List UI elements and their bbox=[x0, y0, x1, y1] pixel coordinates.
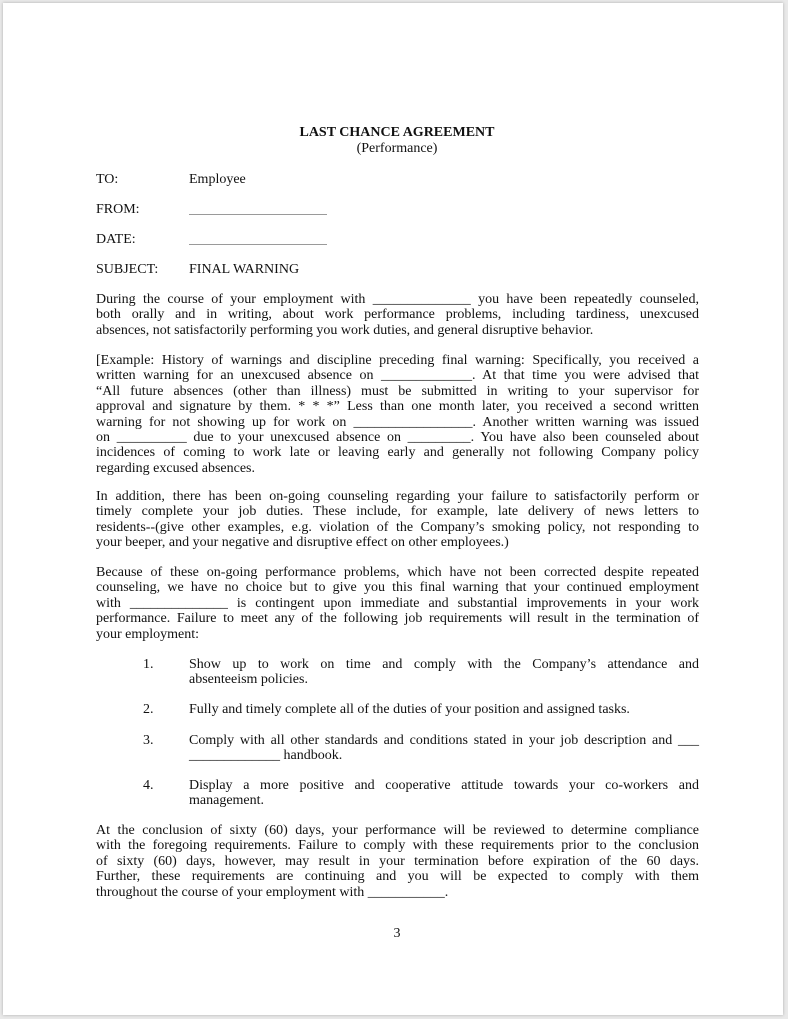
requirement-number: 3. bbox=[143, 733, 154, 748]
document-page bbox=[3, 3, 783, 1015]
text-line: At the conclusion of sixty (60) days, your performance will be reviewed to determine compliance bbox=[96, 823, 699, 838]
paragraph-final-warning bbox=[96, 565, 699, 642]
text-line: _____________ handbook. bbox=[189, 748, 343, 764]
text-line: with ______________ is contingent upon immediate and substantial improvements in your work bbox=[96, 595, 699, 611]
text-line: absences, not satisfactorily performing you work duties, and general disruptive behavior. bbox=[96, 322, 594, 338]
document-subtitle: (Performance) bbox=[356, 141, 438, 156]
paragraph-closing bbox=[96, 823, 699, 900]
from-blank-line bbox=[189, 214, 327, 215]
text-line: counseling, we have no choice but to give you this final warning that your continued employment bbox=[96, 580, 699, 596]
text-line: Show up to work on time and comply with the Company’s attendance and bbox=[189, 657, 699, 672]
paragraph-example-history bbox=[96, 353, 699, 476]
subject-value: FINAL WARNING bbox=[189, 262, 300, 277]
page-number: 3 bbox=[393, 926, 401, 941]
requirement-item bbox=[189, 702, 699, 717]
text-line: throughout the course of your employment with ___________. bbox=[96, 884, 449, 900]
requirement-item bbox=[189, 657, 699, 688]
text-line: written warning for an unexcused absence on _____________. At that time you were advised that bbox=[96, 368, 699, 384]
paragraph-intro bbox=[96, 292, 699, 338]
text-line: your beeper, and your negative and disruptive effect on other employees.) bbox=[96, 535, 509, 551]
requirement-number: 1. bbox=[143, 657, 154, 672]
text-line: approval and signature by them. * * *” Less than one month later, you received a second written bbox=[96, 399, 699, 415]
subject-label: SUBJECT: bbox=[96, 262, 159, 277]
text-line: In addition, there has been on-going counseling regarding your failure to satisfactorily perform or bbox=[96, 489, 699, 504]
text-line: management. bbox=[189, 793, 265, 809]
text-line: [Example: History of warnings and discipline preceding final warning: Specifically, you received a bbox=[96, 353, 699, 368]
text-line: both orally and in writing, about work performance problems, including tardiness, unexcused bbox=[96, 307, 699, 323]
date-blank-line bbox=[189, 244, 327, 245]
text-line: warning for not showing up for work on _________________. Another written warning was issued bbox=[96, 414, 699, 430]
text-line: Further, these requirements are continuing and you will be expected to comply with them bbox=[96, 869, 699, 885]
date-label: DATE: bbox=[96, 232, 136, 247]
text-line: During the course of your employment with ______________ you have been repeatedly counseled, bbox=[96, 292, 699, 307]
text-line: Fully and timely complete all of the duties of your position and assigned tasks. bbox=[189, 702, 630, 717]
text-line: on __________ due to your unexcused absence on _________. You have also been counseled about bbox=[96, 429, 699, 445]
document-title: LAST CHANCE AGREEMENT bbox=[299, 125, 495, 140]
text-line: Comply with all other standards and conditions stated in your job description and ___ bbox=[189, 733, 699, 748]
to-label: TO: bbox=[96, 172, 119, 187]
requirement-number: 2. bbox=[143, 702, 154, 717]
text-line: your employment: bbox=[96, 626, 200, 642]
from-label: FROM: bbox=[96, 202, 140, 217]
text-line: performance. Failure to meet any of the following job requirements will result in the termination of bbox=[96, 611, 699, 627]
text-line: residents--(give other examples, e.g. violation of the Company’s smoking policy, not responding to bbox=[96, 519, 699, 535]
text-line: timely complete your job duties. These include, for example, late delivery of news letters to bbox=[96, 504, 699, 520]
requirement-item bbox=[189, 778, 699, 809]
text-line: Display a more positive and cooperative attitude towards your co-workers and bbox=[189, 778, 699, 793]
text-line: with the foregoing requirements. Failure to comply with these requirements prior to the conclusion bbox=[96, 838, 699, 854]
text-line: incidences of coming to work late or leaving early and generally not following Company policy bbox=[96, 445, 699, 461]
text-line: of sixty (60) days, however, may result in your termination before expiration of the 60 days. bbox=[96, 853, 699, 869]
text-line: absenteeism policies. bbox=[189, 672, 308, 688]
paragraph-additional-counseling bbox=[96, 489, 699, 551]
text-line: Because of these on-going performance problems, which have not been corrected despite repeated bbox=[96, 565, 699, 580]
requirement-number: 4. bbox=[143, 778, 154, 793]
requirement-item bbox=[189, 733, 699, 764]
text-line: regarding excused absences. bbox=[96, 460, 255, 476]
text-line: “All future absences (other than illness) must be submitted in writing to your supervisor for bbox=[96, 383, 699, 399]
to-value: Employee bbox=[189, 172, 246, 187]
